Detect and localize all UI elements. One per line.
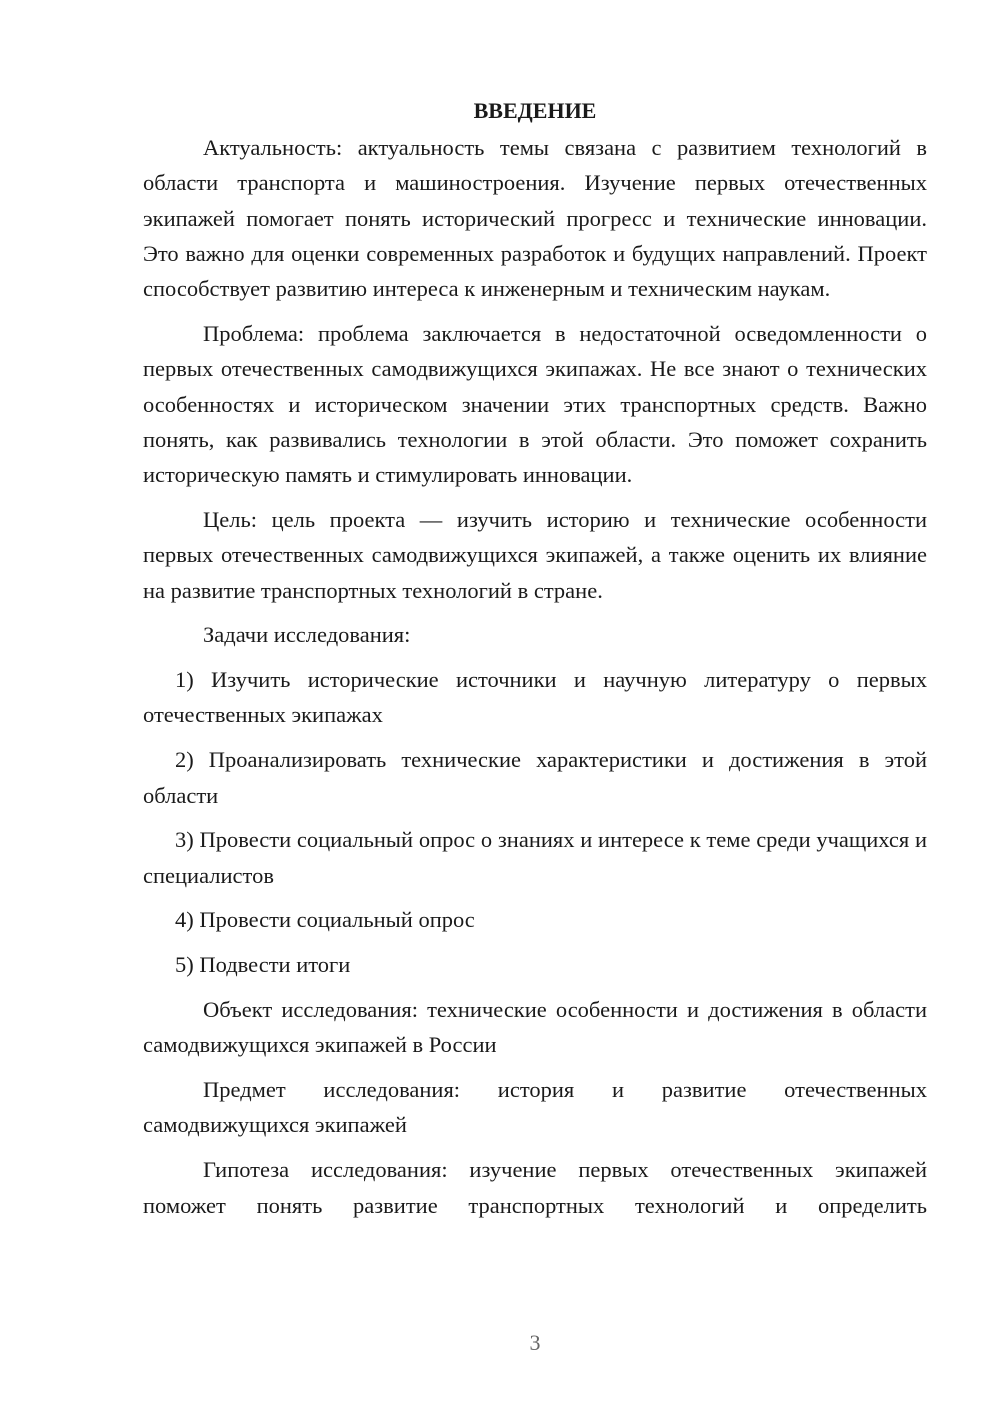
tasks-heading: Задачи исследования: xyxy=(203,622,411,648)
page-number: 3 xyxy=(529,1330,541,1355)
task-item-5: 5) Подвести итоги xyxy=(175,952,351,978)
object-paragraph: Объект исследования: технические особенности и достижения в области самодвижущихся экипажей в России xyxy=(143,997,927,1058)
task-item-4: 4) Провести социальный опрос xyxy=(175,907,475,933)
task-item-1: 1) Изучить исторические источники и научную литературу о первых отечественных экипажах xyxy=(143,667,927,728)
subject-paragraph: Предмет исследования: история и развитие отечественных самодвижущихся экипажей xyxy=(143,1077,927,1138)
relevance-paragraph: Актуальность: актуальность темы связана с развитием технологий в области транспорта и машиностроения. Изучение первых отечественных экипажей помогает понять исторический прогресс и технические инновации. Это важно для оценки современных разработок и будущих направлений. Проект способствует развитию интереса к инженерным и техническим наукам. xyxy=(143,135,927,302)
problem-paragraph: Проблема: проблема заключается в недостаточной осведомленности о первых отечественных самодвижущихся экипажах. Не все знают о технических особенностях и историческом значении этих транспортных средств. Важно понять, как развивались технологии в этой области. Это поможет сохранить историческую память и стимулировать инновации. xyxy=(143,320,927,488)
document-page xyxy=(143,94,927,1232)
task-item-3: 3) Провести социальный опрос о знаниях и интересе к теме среди учащихся и специалистов xyxy=(143,827,927,888)
task-item-2: 2) Проанализировать технические характеристики и достижения в этой области xyxy=(143,747,927,808)
hypothesis-paragraph: Гипотеза исследования: изучение первых отечественных экипажей поможет понять развитие транспортных технологий и определить xyxy=(143,1157,927,1218)
goal-paragraph: Цель: цель проекта — изучить историю и технические особенности первых отечественных самодвижущихся экипажей, а также оценить их влияние на развитие транспортных технологий в стране. xyxy=(143,506,927,603)
document-heading: ВВЕДЕНИЕ xyxy=(473,98,597,123)
